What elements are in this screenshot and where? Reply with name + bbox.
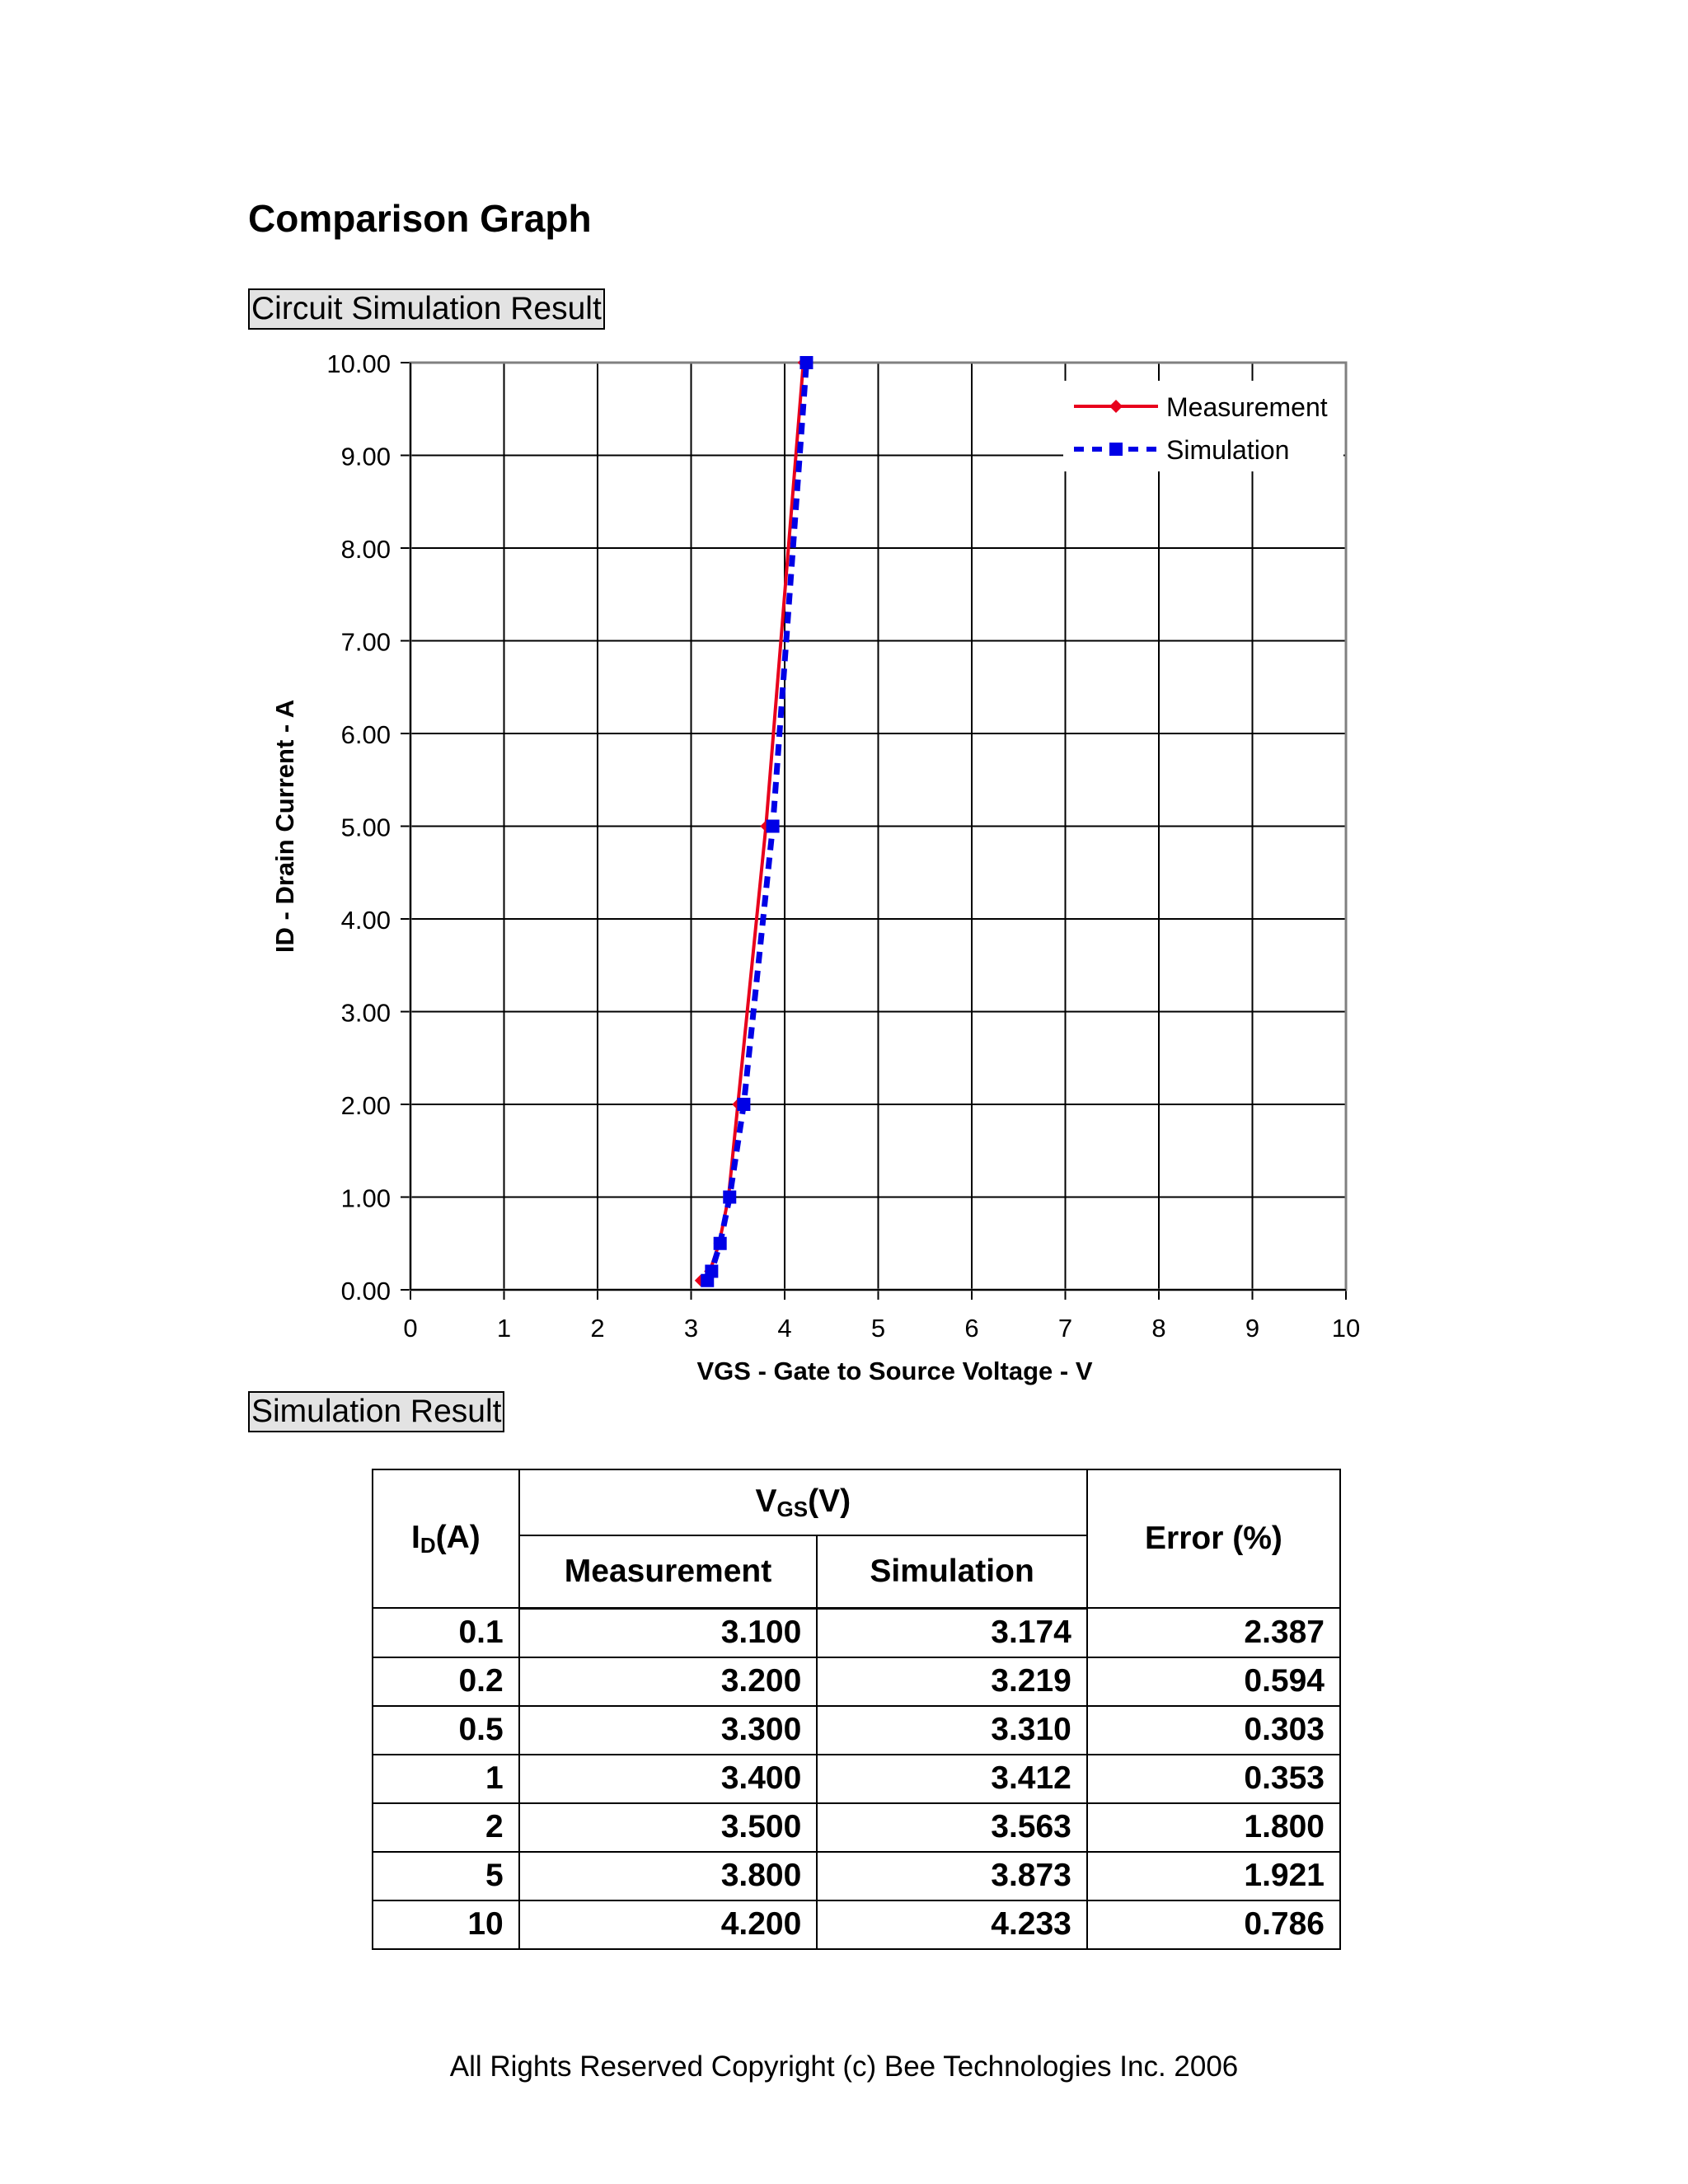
legend-label: Measurement	[1166, 392, 1328, 422]
chart-series	[695, 356, 814, 1287]
table-cell-sim: 4.233	[817, 1900, 1087, 1949]
x-tick-label: 4	[777, 1314, 792, 1343]
x-tick-label: 1	[496, 1314, 512, 1343]
table-cell-err: 0.303	[1087, 1706, 1340, 1755]
table-row	[373, 1657, 1340, 1706]
table-cell-id: 2	[373, 1803, 519, 1852]
x-tick-label: 6	[964, 1314, 979, 1343]
simulation-result-table	[372, 1469, 1341, 1950]
y-tick-label: 2.00	[340, 1091, 391, 1120]
x-tick-label: 10	[1331, 1314, 1361, 1343]
y-tick-label: 3.00	[340, 998, 391, 1028]
table-cell-meas: 4.200	[519, 1900, 818, 1949]
x-tick-label: 8	[1151, 1314, 1166, 1343]
header-vgs: $V_{GS}(V)$	[519, 1469, 1087, 1535]
y-tick-label: 1.00	[340, 1183, 391, 1213]
y-tick-label: 10.00	[326, 349, 391, 378]
section-label-circuit: Circuit Simulation Result	[248, 288, 605, 330]
y-tick-label: 9.00	[340, 442, 391, 471]
y-tick-label: 6.00	[340, 720, 391, 749]
table-cell-id: 1	[373, 1755, 519, 1803]
x-axis-label: VGS - Gate to Source Voltage - V	[696, 1357, 1093, 1385]
data-point-simulation	[723, 1191, 736, 1204]
y-axis-label: ID - Drain Current - A	[270, 699, 299, 954]
header-error: Error (%)	[1087, 1469, 1340, 1608]
table-row	[373, 1755, 1340, 1803]
header-id: $I_D(A)$	[373, 1469, 519, 1608]
table-cell-sim: 3.563	[817, 1803, 1087, 1852]
table-cell-err: 0.594	[1087, 1657, 1340, 1706]
table-row	[373, 1706, 1340, 1755]
y-tick-label: 4.00	[340, 906, 391, 935]
table-cell-id: 10	[373, 1900, 519, 1949]
section-label-simulation: Simulation Result	[248, 1391, 504, 1432]
x-tick-label: 5	[870, 1314, 886, 1343]
x-tick-label: 9	[1245, 1314, 1260, 1343]
header-measurement: Measurement	[519, 1535, 818, 1608]
table-cell-id: 0.5	[373, 1706, 519, 1755]
table-cell-err: 0.786	[1087, 1900, 1340, 1949]
x-tick-label: 2	[590, 1314, 605, 1343]
x-tick-label: 0	[403, 1314, 418, 1343]
y-tick-label: 0.00	[340, 1277, 391, 1305]
chart-grid	[410, 363, 1346, 1290]
y-tick-label: 5.00	[340, 813, 391, 842]
table-cell-err: 0.353	[1087, 1755, 1340, 1803]
chart-axes	[401, 363, 1346, 1300]
table-cell-err: 1.921	[1087, 1852, 1340, 1900]
legend-label: Simulation	[1166, 435, 1290, 465]
table-cell-id: 0.1	[373, 1608, 519, 1657]
table-row	[373, 1803, 1340, 1852]
data-point-simulation	[737, 1098, 750, 1111]
table-cell-sim: 3.310	[817, 1706, 1087, 1755]
table-cell-err: 2.387	[1087, 1608, 1340, 1657]
x-tick-labels	[403, 1314, 1360, 1343]
x-tick-label: 7	[1057, 1314, 1073, 1343]
table-cell-sim: 3.412	[817, 1755, 1087, 1803]
data-point-simulation	[767, 820, 780, 833]
table-cell-sim: 3.873	[817, 1852, 1087, 1900]
data-point-simulation	[705, 1265, 718, 1278]
table-cell-meas: 3.400	[519, 1755, 818, 1803]
legend-marker-square	[1109, 443, 1123, 456]
table-cell-err: 1.800	[1087, 1803, 1340, 1852]
table-cell-meas: 3.200	[519, 1657, 818, 1706]
table-cell-meas: 3.500	[519, 1803, 818, 1852]
chart-legend	[1063, 381, 1343, 471]
x-tick-label: 3	[683, 1314, 699, 1343]
table-cell-id: 0.2	[373, 1657, 519, 1706]
table-cell-meas: 3.300	[519, 1706, 818, 1755]
data-point-simulation	[714, 1237, 727, 1250]
y-tick-label: 7.00	[340, 627, 391, 657]
y-tick-labels	[326, 349, 391, 1305]
copyright-footer: All Rights Reserved Copyright (c) Bee Technologies Inc. 2006	[449, 2050, 1239, 2083]
table-cell-id: 5	[373, 1852, 519, 1900]
header-simulation: Simulation	[817, 1535, 1087, 1608]
table-cell-meas: 3.800	[519, 1852, 818, 1900]
y-tick-label: 8.00	[340, 535, 391, 564]
page-title: Comparison Graph	[248, 197, 592, 240]
series-line-measurement	[701, 363, 804, 1281]
table-row	[373, 1608, 1340, 1657]
table-row	[373, 1900, 1340, 1949]
table-cell-meas: 3.100	[519, 1608, 818, 1657]
table-cell-sim: 3.174	[817, 1608, 1087, 1657]
data-point-simulation	[799, 356, 813, 369]
table-row	[373, 1852, 1340, 1900]
table-cell-sim: 3.219	[817, 1657, 1087, 1706]
